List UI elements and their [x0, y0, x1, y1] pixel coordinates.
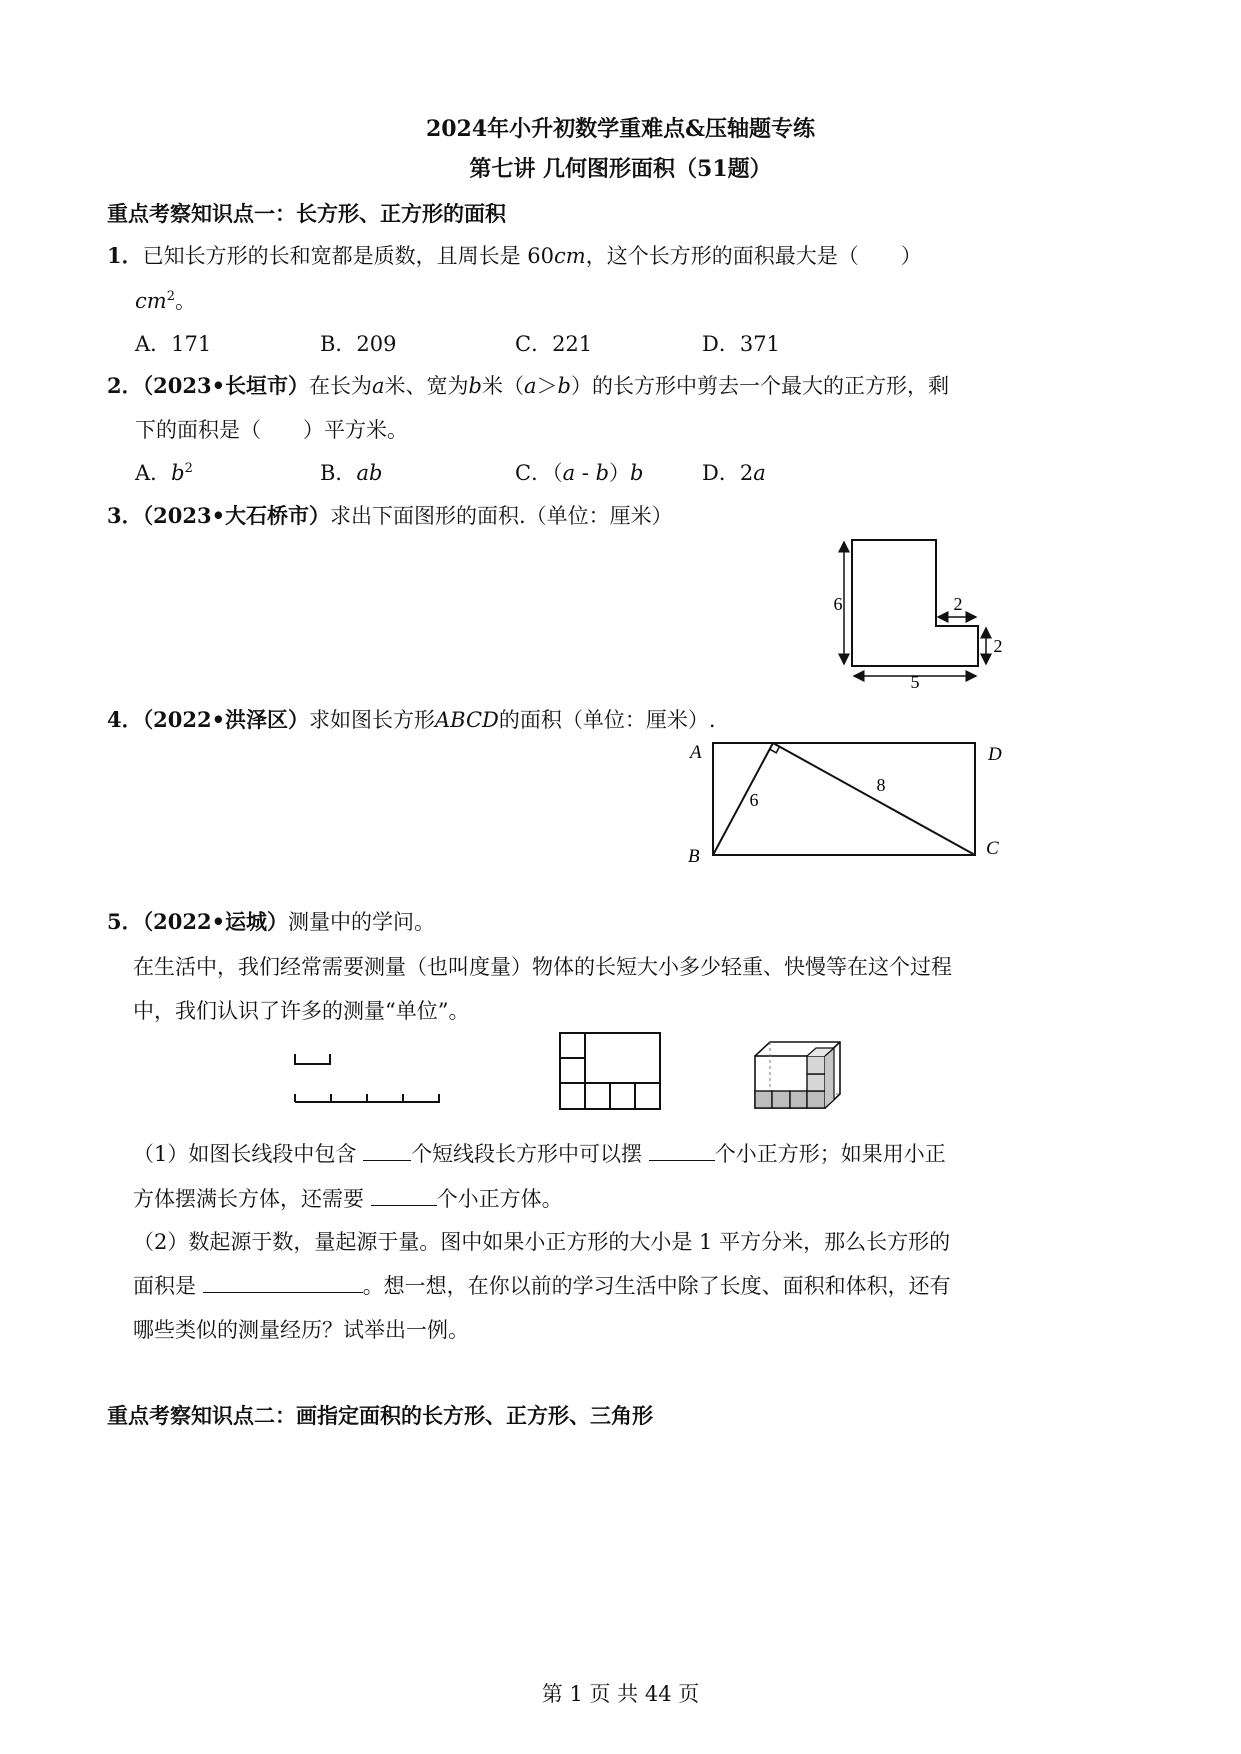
q5-sub1-text: 个小正方形；如果用小正 — [714, 1142, 946, 1166]
option-label: D．2 — [702, 461, 754, 485]
option-label: C．（ — [515, 461, 563, 485]
question-number: 3． — [107, 503, 143, 528]
q5-sub2-line1: （2）数起源于数，量起源于量。图中如果小正方形的大小是 1 平方分米，那么长方形的 — [133, 1230, 951, 1254]
q2-line2: 下的面积是（ ）平方米。 — [135, 418, 408, 442]
answer-blank-4[interactable] — [203, 1272, 363, 1293]
option-var: b — [630, 461, 644, 485]
lecture-subtitle: 第七讲 几何图形面积（51题） — [469, 156, 772, 182]
q5-para-1: 在生活中，我们经常需要测量（也叫度量）物体的长短大小多少轻重、快慢等在这个过程 — [133, 955, 952, 979]
option-var: a — [753, 461, 766, 485]
q2-option-a[interactable] — [135, 457, 193, 487]
q2-text: ）的长方形中剪去一个最大的正方形，剩 — [570, 374, 949, 398]
segment-label-8: 8 — [876, 775, 886, 795]
q2-text: 米、宽为 — [384, 374, 469, 398]
option-minus: - — [575, 461, 596, 485]
q3-l-shape-figure — [830, 530, 1020, 690]
q4-source: （2022•洪泽区） — [142, 707, 309, 732]
q2-op: ＞ — [536, 374, 558, 398]
q5-sub2-line2 — [133, 1270, 951, 1300]
option-label: B． — [320, 461, 357, 485]
segment-6 — [713, 743, 773, 855]
q5-sub1-line2 — [133, 1183, 563, 1213]
question-2 — [107, 370, 949, 400]
q5-sub1-text: 个短线段长方形中可以摆 — [411, 1142, 643, 1166]
question-1 — [107, 240, 922, 270]
page-footer: 第 1 页 共 44 页 — [541, 1682, 700, 1706]
q2-option-d[interactable] — [702, 457, 766, 487]
section-heading-2: 重点考察知识点二：画指定面积的长方形、正方形、三角形 — [107, 1403, 653, 1428]
q1-unit2: cm — [135, 289, 167, 313]
option-var: b — [171, 461, 185, 485]
question-3 — [107, 500, 673, 530]
q4-rectangle-figure — [680, 730, 1020, 870]
q1-text-a: 已知长方形的长和宽都是质数，且周长是 60 — [142, 244, 555, 268]
question-4 — [107, 704, 716, 734]
q2-source: （2023•长垣市） — [142, 373, 309, 398]
q5-rectangle-squares-figure — [555, 1030, 665, 1112]
option-label: A． — [135, 461, 172, 485]
document-title: 2024年小升初数学重难点&压轴题专练 — [425, 116, 816, 142]
q1-sup: 2 — [166, 289, 175, 304]
q1-option-b[interactable]: B．209 — [320, 332, 397, 356]
question-number: 5． — [107, 909, 143, 934]
q3-source: （2023•大石桥市） — [142, 503, 330, 528]
q1-option-d[interactable]: D．371 — [702, 332, 780, 356]
dim-label-right: 2 — [993, 636, 1003, 656]
short-segment — [295, 1054, 330, 1064]
q1-option-a[interactable]: A．171 — [135, 332, 212, 356]
q4-text: 求如图长方形 — [309, 708, 435, 732]
section-heading-1: 重点考察知识点一：长方形、正方形的面积 — [107, 201, 506, 226]
option-var: a — [562, 461, 576, 485]
q2-var-a: a — [523, 374, 537, 398]
q2-var-a: a — [372, 374, 385, 398]
question-number: 4． — [107, 707, 143, 732]
q5-title: 测量中的学问。 — [288, 910, 435, 934]
q5-segments-figure — [290, 1050, 450, 1115]
q1-option-c[interactable]: C．221 — [515, 332, 593, 356]
vertex-label-c: C — [986, 838, 999, 859]
q1-tail: 。 — [174, 289, 196, 313]
q4-text: 的面积（单位：厘米）. — [498, 708, 716, 732]
q2-option-c[interactable] — [515, 457, 643, 487]
question-5 — [107, 906, 435, 936]
q5-source: （2022•运城） — [142, 909, 288, 934]
segment-8 — [773, 743, 975, 855]
dim-label-top-right: 2 — [953, 594, 963, 614]
option-sup: 2 — [184, 461, 193, 476]
dim-label-bottom: 5 — [910, 672, 920, 690]
q1-options — [135, 328, 1035, 356]
q1-line2 — [135, 285, 196, 315]
question-number: 2． — [107, 373, 143, 398]
q5-cuboid-cubes-figure — [750, 1036, 845, 1114]
q4-var: ABCD — [435, 708, 499, 732]
q2-option-b[interactable] — [320, 457, 382, 487]
answer-blank-3[interactable] — [371, 1185, 437, 1206]
vertex-label-a: A — [690, 742, 702, 763]
q2-var-b: b — [557, 374, 571, 398]
dim-label-left: 6 — [833, 594, 843, 614]
q1-text-b: ，这个长方形的面积最大是（ ） — [585, 244, 922, 268]
q1-unit: cm — [554, 244, 586, 268]
q5-sub1-text: 个小正方体。 — [436, 1187, 563, 1211]
vertex-label-b: B — [688, 846, 700, 867]
option-paren: ） — [609, 461, 631, 485]
q3-text: 求出下面图形的面积.（单位：厘米） — [330, 504, 673, 528]
answer-blank-1[interactable] — [363, 1140, 411, 1161]
question-number: 1． — [107, 243, 143, 268]
cubes-right-column — [807, 1056, 825, 1091]
q5-sub2-text: 。想一想，在你以前的学习生活中除了长度、面积和体积，还有 — [362, 1274, 951, 1298]
option-var: b — [595, 461, 610, 485]
q5-sub2-line3: 哪些类似的测量经历？试举出一例。 — [133, 1318, 469, 1342]
cubes-bottom-row — [755, 1091, 825, 1108]
segment-label-6: 6 — [749, 790, 759, 810]
q5-para-2: 中，我们认识了许多的测量“单位”。 — [133, 999, 470, 1023]
answer-blank-2[interactable] — [649, 1140, 715, 1161]
vertex-label-d: D — [988, 744, 1002, 765]
q2-var-b: b — [468, 374, 482, 398]
q5-sub1-text: （1）如图长线段中包含 — [133, 1142, 357, 1166]
q5-sub2-text: 面积是 — [133, 1274, 196, 1298]
q5-sub1-line1 — [133, 1138, 946, 1168]
q5-sub1-text: 方体摆满长方体，还需要 — [133, 1187, 364, 1211]
q2-text: 在长为 — [309, 374, 372, 398]
q2-text: 米（ — [481, 374, 524, 398]
option-var: ab — [356, 461, 383, 485]
q2-options — [135, 457, 1035, 485]
